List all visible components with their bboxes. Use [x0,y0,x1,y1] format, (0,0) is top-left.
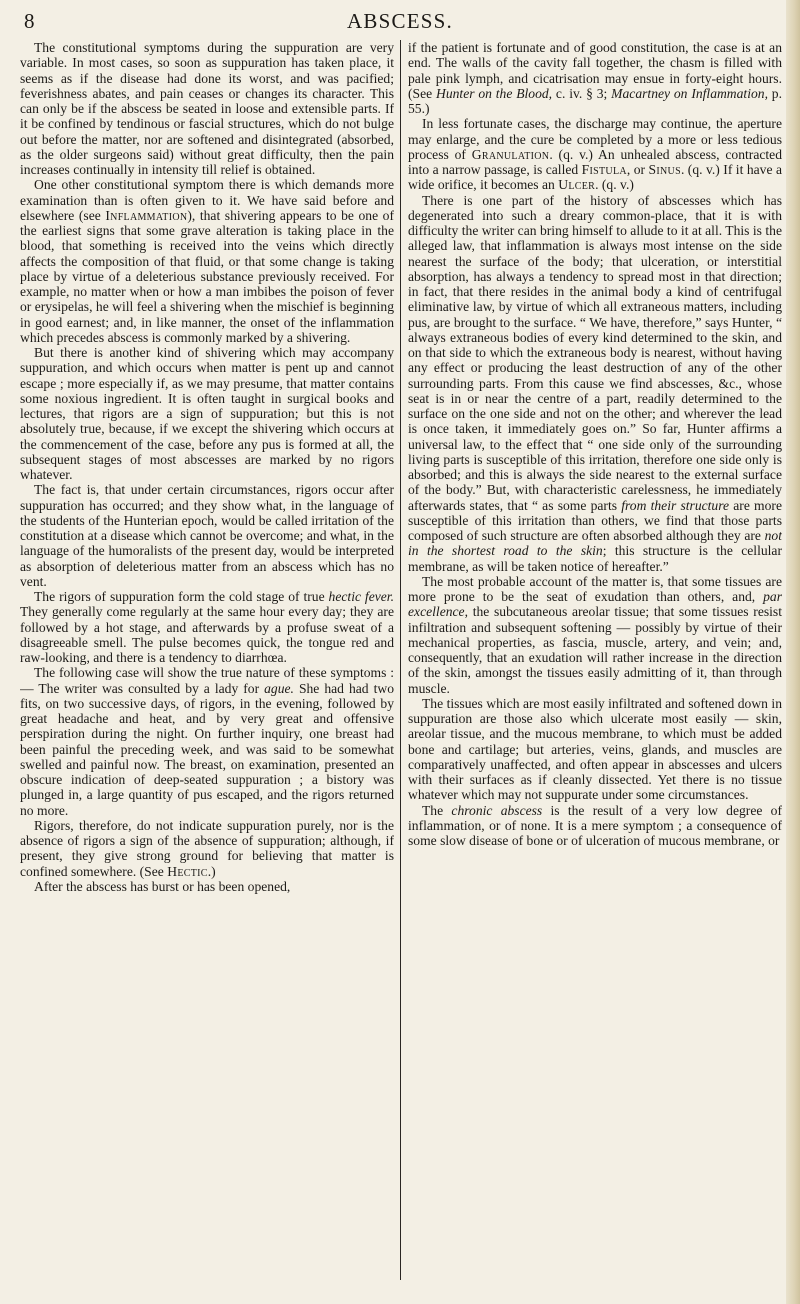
paragraph: There is one part of the history of abscesses which has degenerated into such a dreary common-place, that it is with difficulty the writer can bring himself to allude to it at all. This is the alleged law, that inflammation is always most intense on the side nearest the surface of the body; that ulceration, or interstitial absorption, has always a tendency to spread most in that direction; in fact, that there resides in the animal body a kind of centrifugal eliminative law, by virtue of which all extraneous matters, including pus, are brought to the surface. “ We have, therefore,” says Hunter, “ always extraneous bodies of every kind determined to the skin, and on that side to which the extraneous body is nearest, without having any effect or producing the least destruction of any of the other surrounding parts. From this cause we find abscesses, &c., whose seat is in or near the centre of a part, readily determined to the surface on the one side and not on the other; and wherever the lead is once taken, it immediately goes on.” So far, Hunter affirms a universal law, to the effect that “ one side only of the surrounding living parts is susceptible of this irritation, therefore one side only is absorbed; and this is always the side nearest to the external surface of the body.” But, with characteristic carelessness, he immediately afterwards states, that “ as some parts from their structure are more susceptible of this irritation than others, we find that those parts composed of such structure are often absorbed although they are not in the shortest road to the skin; this structure is the cellular membrane, as will be taken notice of hereafter.” [408,192,782,574]
paragraph: Rigors, therefore, do not indicate suppuration purely, nor is the absence of rigors a sign of the absence of suppuration; although, if present, they give strong ground for believing that matter is confined somewhere. (See Hectic.) [20,817,394,879]
citation: Hunter on the Blood, [436,85,553,101]
column-divider [400,40,401,1280]
left-column [20,40,394,1296]
page-spine-edge [786,0,800,1304]
page-number: 8 [24,9,35,33]
cross-reference: Fistula [581,162,627,177]
cross-reference: Ulcer [558,177,596,193]
running-head: ABSCESS. [347,9,453,33]
cross-reference: Sinus [648,162,681,177]
italic-phrase: not in the shortest road to the skin [408,528,782,559]
citation: Macartney on Inflammation, [611,85,768,101]
paragraph: After the abscess has burst or has been opened, [34,878,291,894]
paragraph: One other constitutional symptom there is which demands more examination than is often given to it. We have said before and elsewhere (see Inflammation), that shivering appears to be one of the earliest signs that some grave alteration is taking place in the blood, that something is received into the veins which directly affects the composition of that fluid, or that some change is taking place by virtue of a deleterious substance previously received. For example, no matter when or how a man imbibes the poison of fever or erysipelas, he will feel a shivering when the mischief is beginning in good earnest; and, in like manner, the onset of the inflammation which precedes abscess is commonly marked by a shivering. [20,177,394,345]
paragraph: The constitutional symptoms during the suppuration are very variable. In most cases, so soon as suppuration has taken place, it seems as if the disease had done its worst, and was pacified; feverishness abates, and pain ceases or changes its character. This can only be if the abscess be seated in loose and extensible parts. If it be confined by tendinous or fascial structures, which do not bulge out before the matter, nor are softened and disintegrated (absorbed, as the older surgeons said) without great difficulty, then the pain increases continually in intensity till relief is obtained. [20,40,394,177]
page-header [20,8,780,34]
paragraph-continued: if the patient is fortunate and of good constitution, the case is at an end. The walls of the cavity fall together, the chasm is filled with pale pink lymph, and cicatrisation may ensue in forty-eight hours. (See Hunter on the Blood, c. iv. § 3; Macartney on Inflammation, p. 55.) [408,40,782,116]
paragraph: The tissues which are most easily infiltrated and softened down in suppuration are those also which ulcerate most easily — skin, areolar tissue, and the mucous membrane, to which must be added bone and cartilage; but arteries, veins, glands, and muscles are comparatively unaffected, and often appear in abscesses and ulcers with their surfaces as if cleanly dissected. Yet there is no tissue whatever which may not suppurate under some circumstances. [408,695,782,803]
paragraph: In less fortunate cases, the discharge may continue, the aperture may enlarge, and the cure be completed by a more or less tedious process of Granulation. (q. v.) An unhealed abscess, contracted into a narrow passage, is called Fistula, or Sinus. (q. v.) If it have a wide orifice, it becomes an Ulcer. (q. v.) [408,116,782,193]
italic-term: chronic abscess [451,802,543,818]
paragraph: The chronic abscess is the result of a very low degree of inflammation, or of none. It is a mere symptom ; a consequence of some slow disease of bone or of ulceration of mucous membrane, or [408,802,782,848]
paragraph: The following case will show the true nature of these symptoms : — The writer was consulted by a lady for ague. She had had two fits, on two successive days, of rigors, in the evening, followed by great headache and heat, and by very great and offensive perspiration during the night. On further inquiry, one breast had been painful the preceding week, and was said to be somewhat swelled and painful now. The breast, on examination, presented an obscure indication of deep-seated suppuration ; a bistory was plunged in, a large quantity of pus escaped, and the rigors returned no more. [20,665,394,818]
cross-reference: Hectic [167,863,208,879]
italic-phrase: from their structure [621,497,730,513]
cross-reference: Granulation [471,146,550,162]
italic-phrase: par excellence [408,589,782,620]
paragraph: But there is another kind of shivering which may accompany suppuration, and which occurs when matter is pent up and cannot escape ; more especially if, as we may presume, that matter contains some noxious ingredient. It is often taught in surgical books and lectures, that rigors are a sign of suppuration; but this is not absolutely true, because, if we except the shivering which occurs at the commencement of the case, before any pus is formed at all, the subsequent stages of most abscesses are marked by no rigors whatever. [20,345,394,482]
right-column [408,40,782,1296]
cross-reference: Inflammation [105,207,188,223]
paragraph: The most probable account of the matter is, that some tissues are more prone to be the seat of exudation than others, and, par excellence, the subcutaneous areolar tissue; that some tissues resist infiltration and subsequent softening — possibly by virtue of their mechanical properties, as fascia, muscle, artery, and vein; and, consequently, that an exudation will rather increase in the direction of the skin, amongst the tissues easily admitting of it, than through muscle. [408,573,782,696]
italic-term: ague. [264,680,294,696]
paragraph: The rigors of suppuration form the cold stage of true hectic fever. They generally come regularly at the same hour every day; they are followed by a hot stage, and afterwards by a profuse sweat of a disagreeable smell. The pulse becomes quick, the tongue red and raw-looking, and there is a tendency to diarrhœa. [20,589,394,665]
paragraph: The fact is, that under certain circumstances, rigors occur after suppuration has occurred; and they show what, in the language of the students of the Hunterian epoch, would be called irritation of the constitution at a disease which cannot be overcome; and what, in the language of the humoralists of the present day, would be interpreted as absorption of deleterious matter from an abscess which has no vent. [20,482,394,589]
italic-term: hectic fever. [328,589,394,604]
